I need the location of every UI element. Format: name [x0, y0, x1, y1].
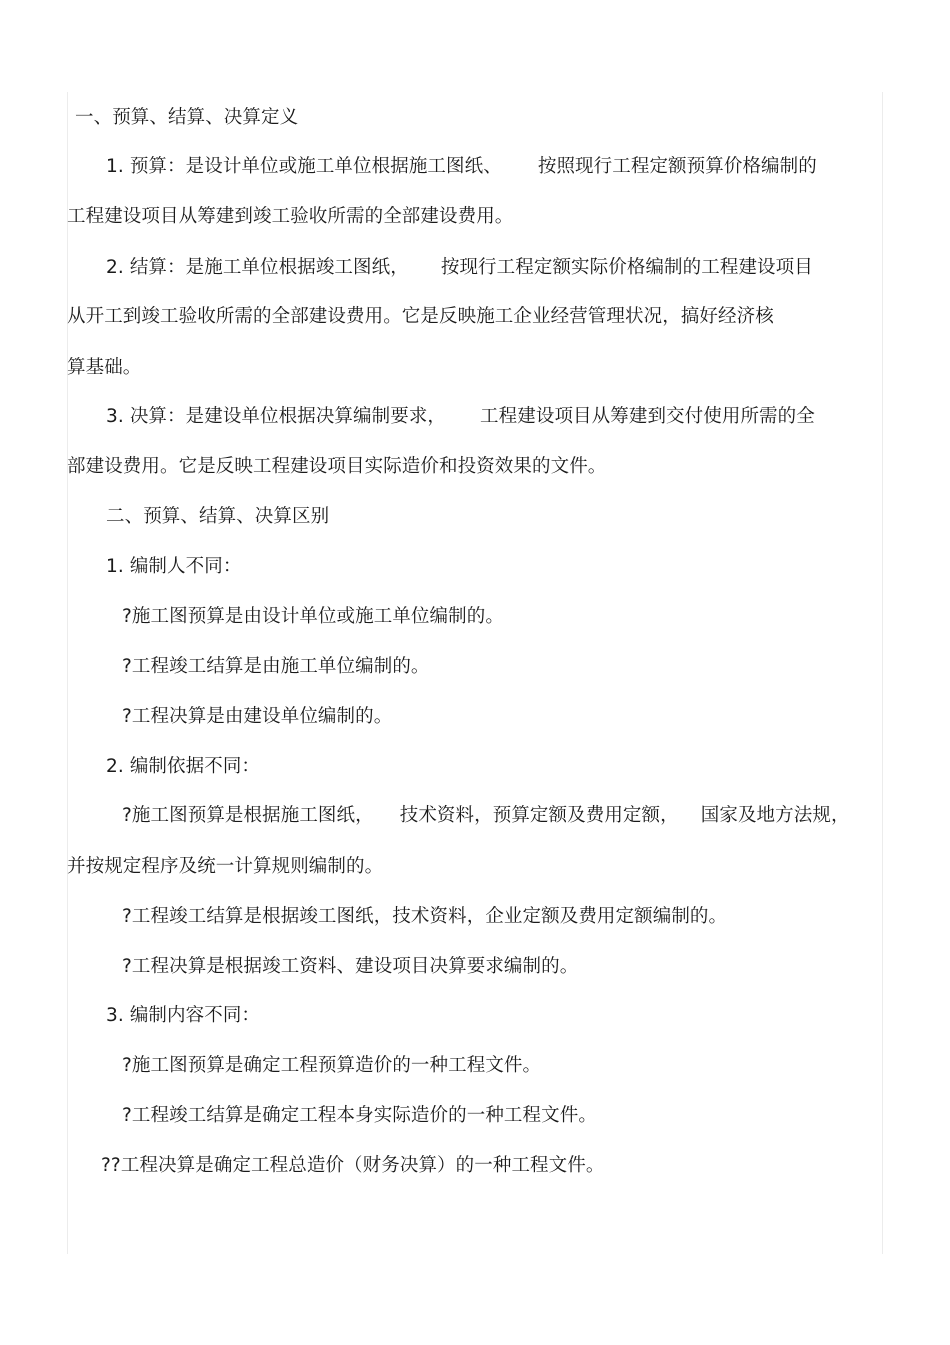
section1-item1-line2: 工程建设项目从筹建到竣工验收所需的全部建设费用。 — [67, 206, 514, 227]
section2-sub1-bullet3: ?工程决算是由建设单位编制的。 — [122, 706, 393, 727]
section2-sub3-title: 3. 编制内容不同： — [106, 1005, 261, 1026]
section2-sub2-title: 2. 编制依据不同： — [106, 756, 261, 777]
section2-sub2-b1-part1: ?施工图预算是根据施工图纸， — [122, 805, 374, 826]
section2-heading: 二、预算、结算、决算区别 — [106, 506, 330, 527]
section2-sub3-bullet3: ??工程决算是确定工程总造价（财务决算）的一种工程文件。 — [101, 1155, 605, 1176]
section1-heading: 一、预算、结算、决算定义 — [75, 107, 299, 128]
section1-item3-part1: 3. 决算：是建设单位根据决算编制要求， — [106, 406, 447, 427]
section2-sub1-title: 1. 编制人不同： — [106, 556, 242, 577]
section2-sub2-bullet3: ?工程决算是根据竣工资料、建设项目决算要求编制的。 — [122, 956, 579, 977]
section2-sub2-bullet2: ?工程竣工结算是根据竣工图纸，技术资料，企业定额及费用定额编制的。 — [122, 906, 728, 927]
section1-item1-part2: 按照现行工程定额预算价格编制的 — [537, 156, 817, 177]
section2-sub2-bullet1-line1 — [122, 804, 850, 828]
section1-item2-line2: 从开工到竣工验收所需的全部建设费用。它是反映施工企业经营管理状况，搞好经济核 — [67, 306, 774, 327]
section1-item2-line1 — [106, 256, 813, 280]
section1-item1-line1 — [106, 155, 817, 179]
section2-sub2-b1-part2: 技术资料，预算定额及费用定额， — [399, 805, 679, 826]
section2-sub2-b1-part3: 国家及地方法规， — [700, 805, 850, 826]
section1-item2-part2: 按现行工程定额实际价格编制的工程建设项目 — [440, 257, 813, 278]
section1-item3-line2: 部建设费用。它是反映工程建设项目实际造价和投资效果的文件。 — [67, 456, 607, 477]
section1-item3-part2: 工程建设项目从筹建到交付使用所需的全 — [480, 406, 815, 427]
section1-item2-line3: 算基础。 — [67, 357, 142, 378]
section2-sub3-bullet2: ?工程竣工结算是确定工程本身实际造价的一种工程文件。 — [122, 1105, 597, 1126]
section1-item1-part1: 1. 预算：是设计单位或施工单位根据施工图纸、 — [106, 156, 502, 177]
section1-item3-line1 — [106, 405, 815, 429]
section2-sub3-bullet1: ?施工图预算是确定工程预算造价的一种工程文件。 — [122, 1055, 542, 1076]
section2-sub2-bullet1-line2: 并按规定程序及统一计算规则编制的。 — [67, 856, 384, 877]
section2-sub1-bullet2: ?工程竣工结算是由施工单位编制的。 — [122, 656, 430, 677]
section2-sub1-bullet1: ?施工图预算是由设计单位或施工单位编制的。 — [122, 606, 504, 627]
section1-item2-part1: 2. 结算：是施工单位根据竣工图纸， — [106, 257, 409, 278]
